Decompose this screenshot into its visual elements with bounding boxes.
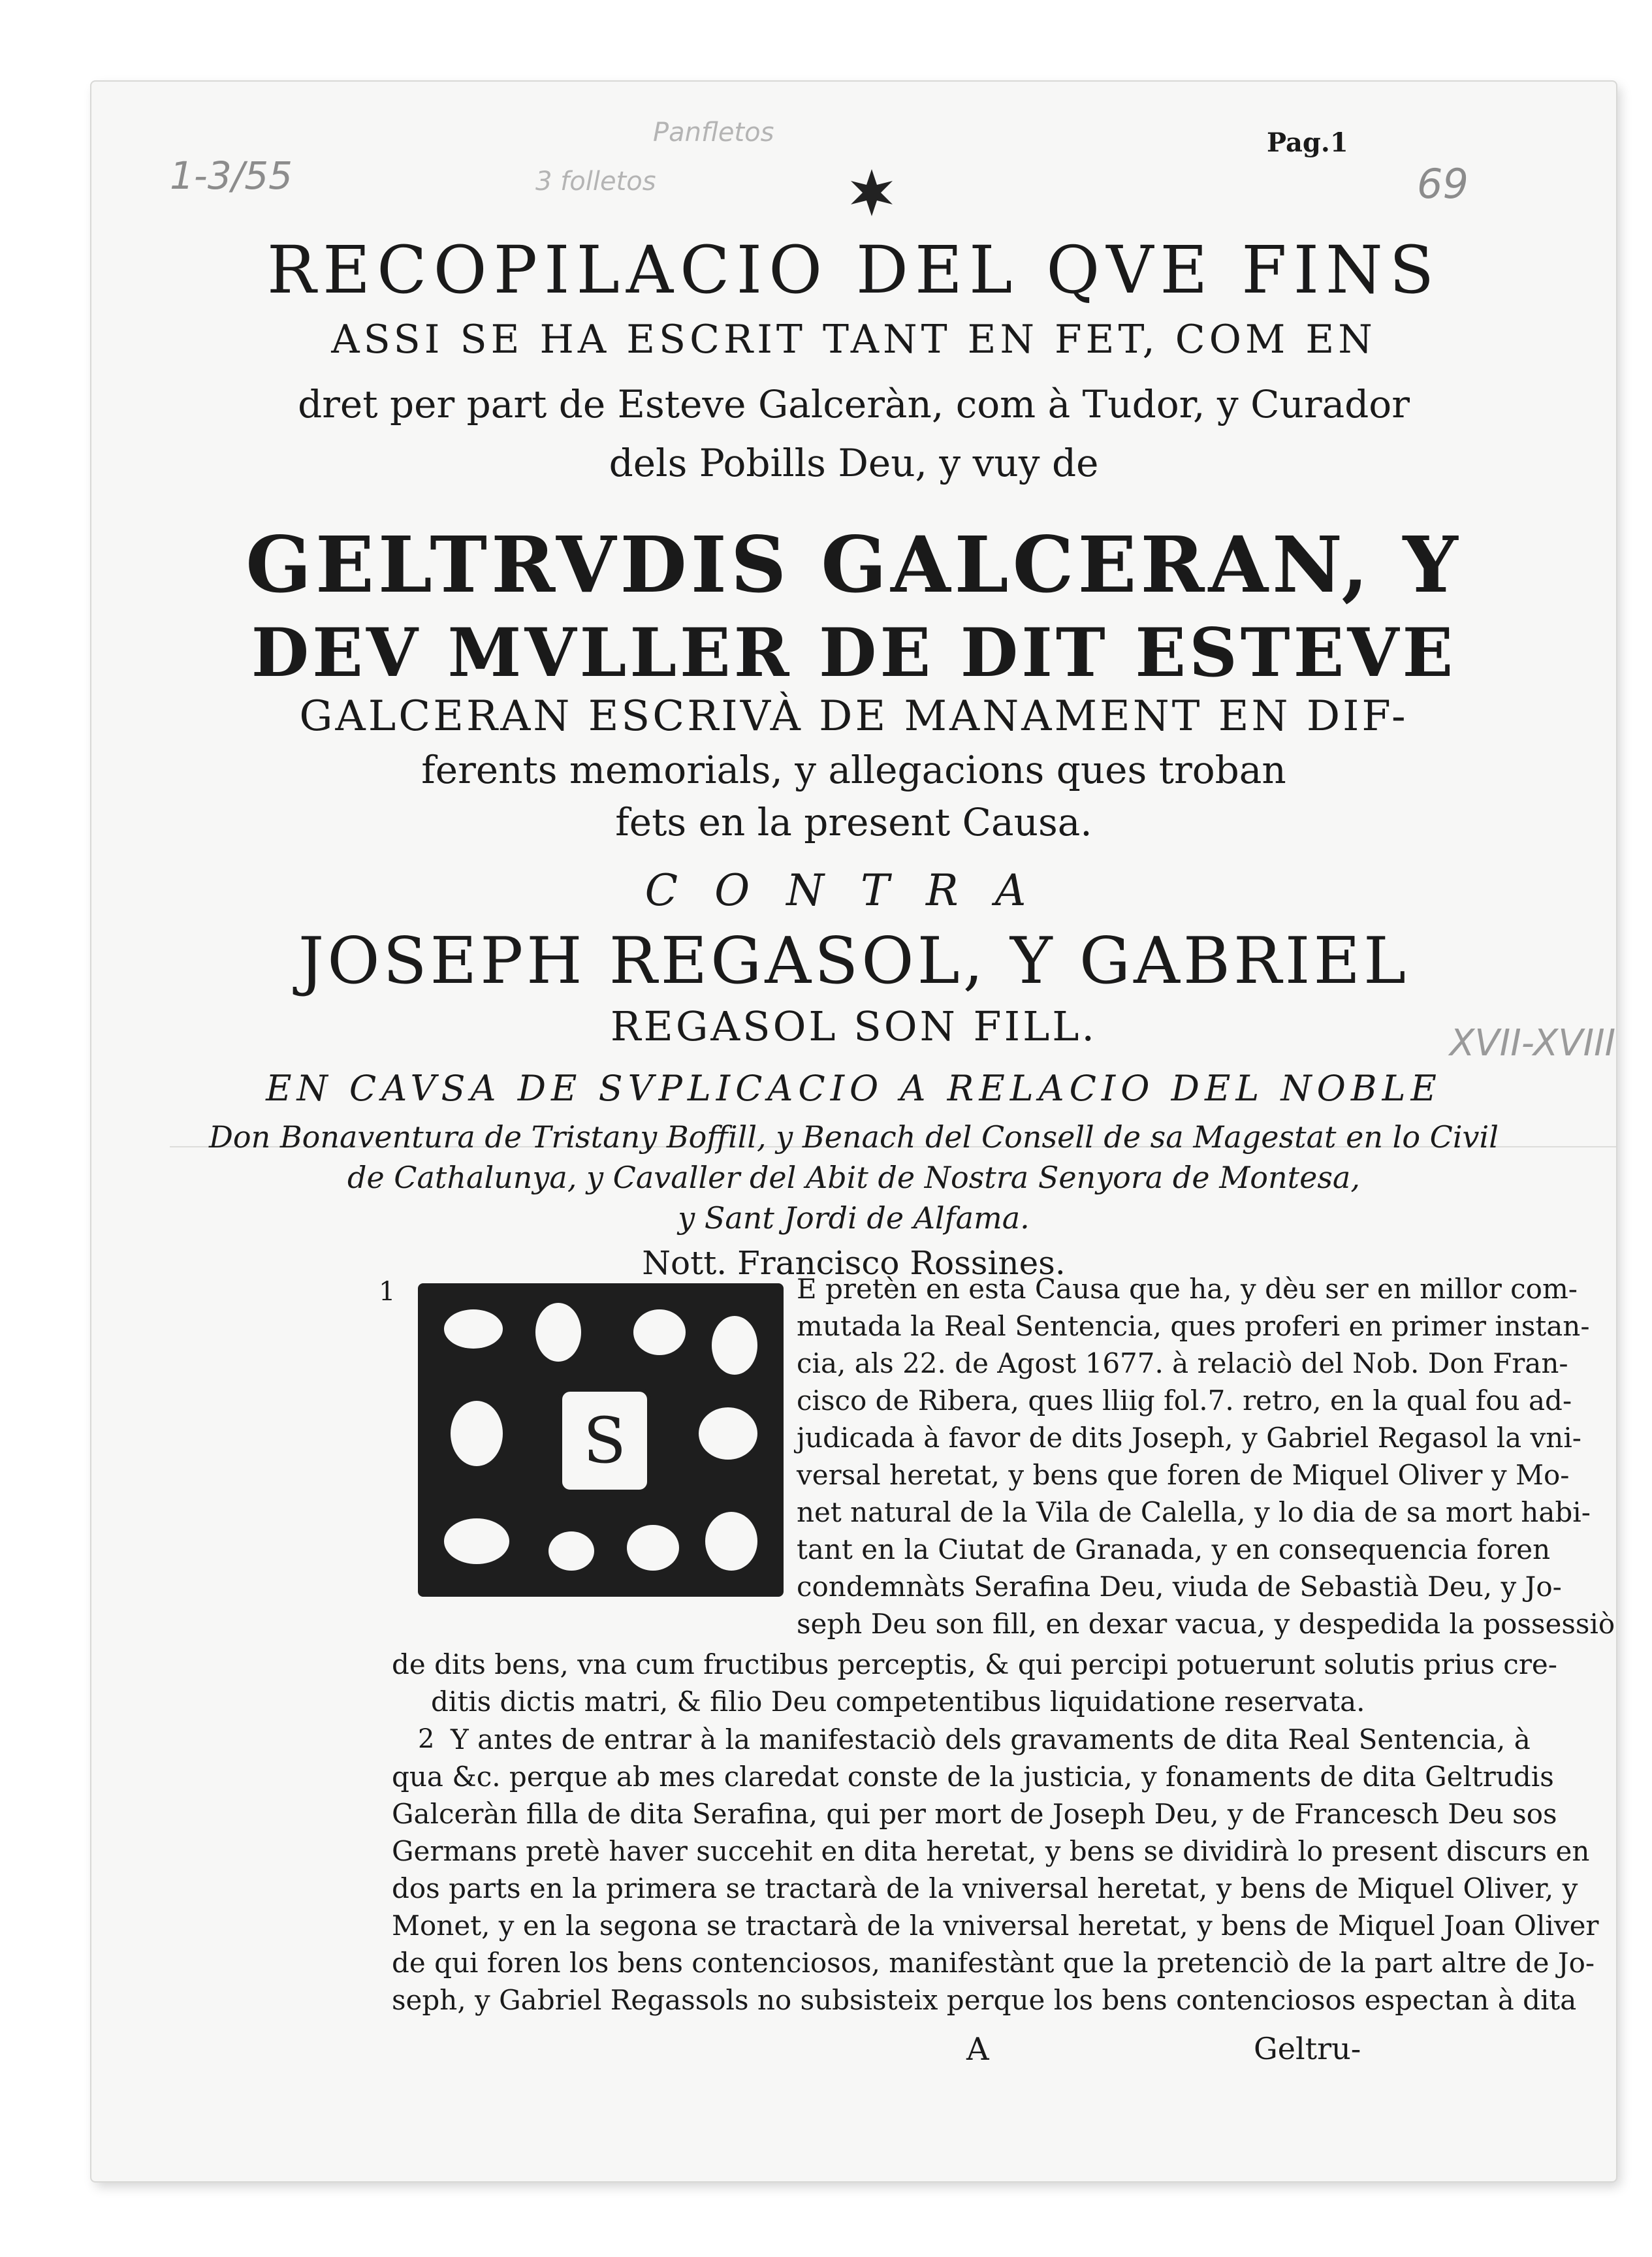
title-name-1: GELTRVDIS GALCERAN, Y <box>246 519 1462 610</box>
paragraph-1-line: mutada la Real Sentencia, ques proferi en primer instan- <box>797 1310 1590 1342</box>
folio-number: 69 <box>1417 160 1469 208</box>
side-stamp: XVII-XVIII <box>1450 1022 1616 1064</box>
signature-mark: A <box>966 2031 989 2068</box>
title-line-5: ferents memorials, y allegacions ques troban <box>421 748 1286 792</box>
pencil-note-faint: 3 folletos <box>535 167 656 197</box>
paragraph-2-line: qua &c. perque ab mes claredat conste de la justicia, y fonaments de dita Geltrudis <box>392 1761 1554 1793</box>
paragraph-1-line: versal heretat, y bens que foren de Miquel Oliver y Mo- <box>797 1459 1570 1491</box>
paragraph-2-line: seph, y Gabriel Regassols no subsisteix perque los bens contenciosos espectan à dita <box>392 1984 1577 2016</box>
paragraph-1-full-line: ditis dictis matri, & filio Deu competentibus liquidatione reservata. <box>431 1686 1365 1718</box>
document-page <box>91 82 1616 2181</box>
causa-line-3: de Cathalunya, y Cavaller del Abit de Nostra Senyora de Montesa, <box>347 1160 1360 1195</box>
paragraph-2-line: Galceràn filla de dita Serafina, qui per mort de Joseph Deu, y de Francesch Deu sos <box>392 1798 1557 1830</box>
paragraph-1-line: cisco de Ribera, ques lliig fol.7. retro, en la qual fou ad- <box>797 1385 1572 1417</box>
initial-letter: S <box>558 1388 651 1494</box>
pencil-note-top-left: 1-3/55 <box>170 153 293 198</box>
paragraph-2-line: Y antes de entrar à la manifestaciò dels gravaments de dita Real Sentencia, à <box>451 1723 1531 1755</box>
title-name-2: DEV MVLLER DE DIT ESTEVE <box>251 614 1457 692</box>
page-label: Pag.1 <box>1267 127 1348 158</box>
paragraph-2-text <box>392 1721 1599 2019</box>
paragraph-2-line: dos parts en la primera se tractarà de la vniversal heretat, y bens de Miquel Oliver, y <box>392 1872 1578 1904</box>
title-line-4: dels Pobills Deu, y vuy de <box>609 441 1099 485</box>
catchword: Geltru- <box>1254 2031 1361 2066</box>
cross-icon <box>846 167 898 219</box>
causa-line-2: Don Bonaventura de Tristany Boffill, y Benach del Consell de sa Magestat en lo Civil <box>209 1119 1499 1155</box>
contra-name-1: JOSEPH REGASOL, Y GABRIEL <box>298 924 1410 999</box>
notary-line: Nott. Francisco Rossines. <box>642 1244 1066 1282</box>
paragraph-1-line: seph Deu son fill, en dexar vacua, y despedida la possessiò <box>797 1608 1615 1640</box>
paragraph-2-line: Germans pretè haver succehit en dita heretat, y bens se dividirà lo present discurs en <box>392 1835 1590 1867</box>
title-line-1: RECOPILACIO DEL QVE FINS <box>266 232 1441 308</box>
title-line-6: fets en la present Causa. <box>615 800 1092 844</box>
paragraph-1-continuation <box>392 1646 1557 1720</box>
paragraph-2-line: de qui foren los bens contenciosos, manifestànt que la pretenciò de la part altre de Jo- <box>392 1947 1595 1979</box>
paragraph-1-text <box>797 1270 1615 1642</box>
causa-line-1: EN CAVSA DE SVPLICACIO A RELACIO DEL NOBLE <box>266 1068 1442 1109</box>
paragraph-number-2: 2 <box>418 1724 435 1754</box>
title-line-2: ASSI SE HA ESCRIT TANT EN FET, COM EN <box>331 317 1376 362</box>
title-line-3: dret per part de Esteve Galceràn, com à Tudor, y Curador <box>298 382 1410 426</box>
paragraph-2-line: Monet, y en la segona se tractarà de la vniversal heretat, y bens de Miquel Joan Oliver <box>392 1910 1599 1942</box>
paragraph-1-line: cia, als 22. de Agost 1677. à relaciò del Nob. Don Fran- <box>797 1347 1568 1379</box>
paragraph-1-full-line: de dits bens, vna cum fructibus perceptis, & qui percipi potuerunt solutis prius cre- <box>392 1648 1557 1680</box>
paragraph-1-line: tant en la Ciutat de Granada, y en consequencia foren <box>797 1533 1551 1565</box>
title-name-3: GALCERAN ESCRIVÀ DE MANAMENT EN DIF- <box>299 692 1408 741</box>
paragraph-1-line: judicada à favor de dits Joseph, y Gabriel Regasol la vni- <box>797 1422 1581 1454</box>
paragraph-1-line: E pretèn en esta Causa que ha, y dèu ser en millor com- <box>797 1273 1578 1305</box>
paragraph-number-1: 1 <box>379 1277 396 1307</box>
paragraph-1-line: net natural de la Vila de Calella, y lo dia de sa mort habi- <box>797 1496 1591 1528</box>
pencil-note-faint-2: Panfletos <box>653 118 774 148</box>
paragraph-1-line: condemnàts Serafina Deu, viuda de Sebastià Deu, y Jo- <box>797 1571 1562 1603</box>
contra-name-2: REGASOL SON FILL. <box>610 1002 1098 1050</box>
causa-line-4: y Sant Jordi de Alfama. <box>678 1200 1030 1236</box>
ornamental-initial <box>418 1283 784 1597</box>
contra-label: CONTRA <box>644 865 1063 916</box>
